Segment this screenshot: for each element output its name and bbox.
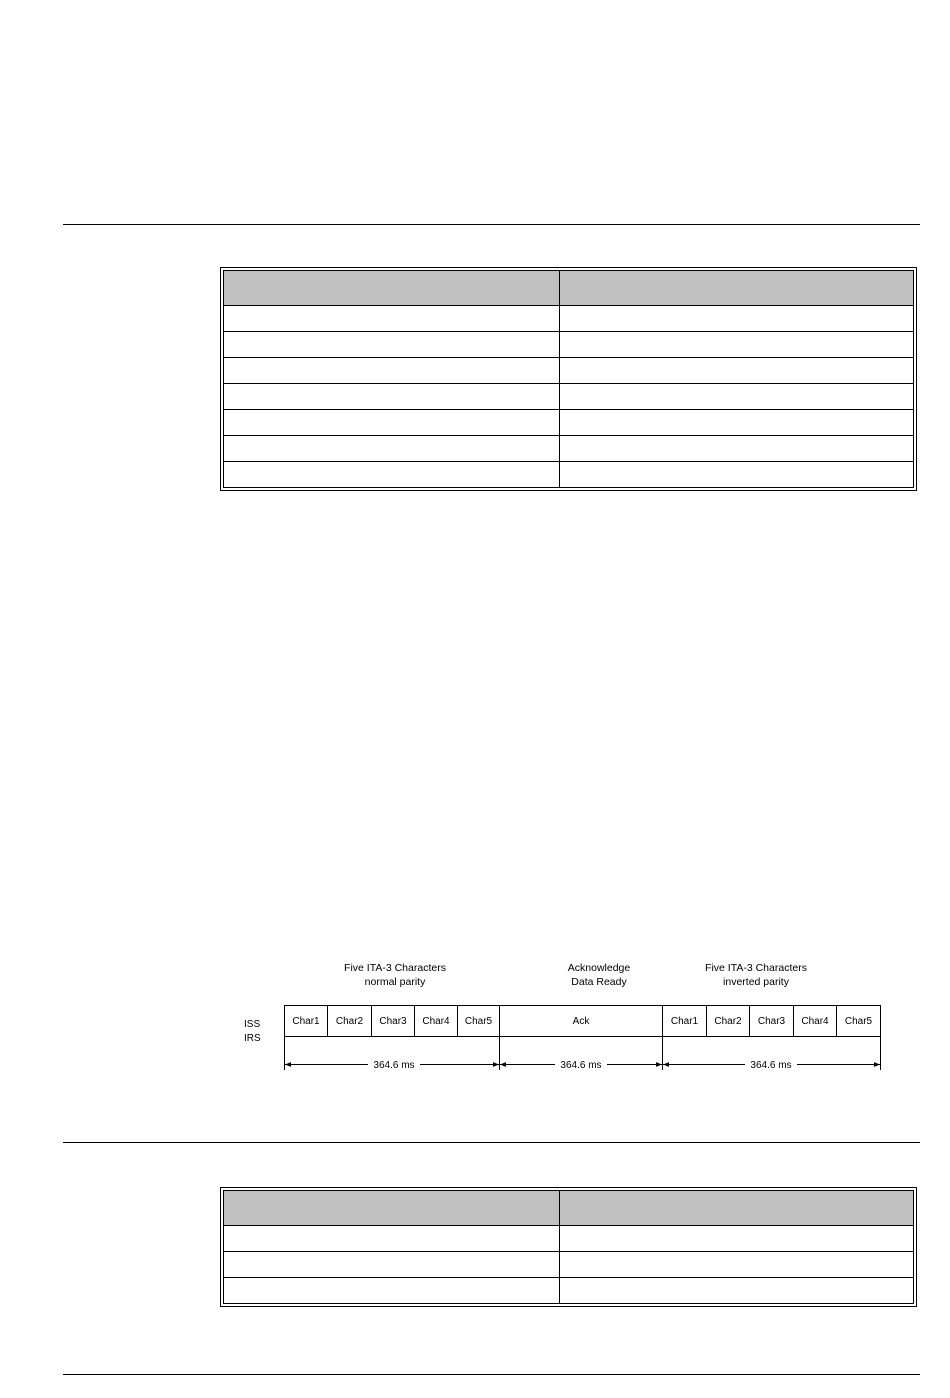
table-cell [560,384,914,410]
iss-char-label: Char3 [379,1016,407,1027]
header-cell [560,271,914,306]
table-row [224,384,914,410]
table-cell [560,436,914,462]
table-cell [560,1278,914,1304]
header-cell [224,1191,560,1226]
group-label-1-line1: Five ITA-3 Characters [344,962,446,974]
table-cell [224,306,560,332]
table-row [224,462,914,488]
ack-label: Ack [572,1016,590,1027]
table-cell [224,436,560,462]
table-row [224,306,914,332]
table-row [224,1252,914,1278]
table-cell [224,1278,560,1304]
table-row [224,1278,914,1304]
duration-label: 364.6 ms [373,1060,415,1071]
timing-diagram [230,950,890,1080]
duration-label: 364.6 ms [560,1060,602,1071]
table-cell [224,358,560,384]
header-cell [560,1191,914,1226]
table-cell [560,332,914,358]
group-label-3-line2: inverted parity [723,976,789,988]
top-table [220,267,917,491]
group-label-3-line1: Five ITA-3 Characters [705,962,807,974]
iss-char-label: Char4 [422,1016,450,1027]
iss-char-label: Char5 [464,1016,493,1027]
table-cell [224,384,560,410]
table-row [224,358,914,384]
table-cell [560,462,914,488]
inverted-char-label: Char3 [757,1016,786,1027]
table-cell [224,1226,560,1252]
section-rule-middle [63,1142,920,1143]
inverted-char-label: Char4 [801,1016,829,1027]
header-cell [224,271,560,306]
table-header-row [224,1191,914,1226]
table-cell [224,332,560,358]
table-cell [560,1226,914,1252]
table-cell [224,1252,560,1278]
group-label-2-line2: Data Ready [571,976,627,988]
table-cell [560,1252,914,1278]
inverted-char-label: Char1 [670,1016,699,1027]
group-label-1-line2: normal parity [364,976,426,988]
table-cell [560,358,914,384]
table-row [224,1226,914,1252]
table-cell [224,410,560,436]
table-cell [560,306,914,332]
inverted-char-label: Char5 [844,1016,873,1027]
table-cell [224,462,560,488]
bottom-table [220,1187,917,1307]
duration-label: 364.6 ms [750,1060,792,1071]
table-row [224,436,914,462]
table-cell [560,410,914,436]
table-row [224,332,914,358]
section-rule-bottom [63,1374,920,1375]
section-rule-top [63,224,920,225]
group-label-2-line1: Acknowledge [567,962,631,974]
iss-char-label: Char1 [292,1016,320,1027]
iss-char-label: Char2 [335,1016,364,1027]
iss-label: ISS [244,1019,261,1030]
table-row [224,410,914,436]
irs-label: IRS [244,1033,261,1044]
table-header-row [224,271,914,306]
inverted-char-label: Char2 [714,1016,742,1027]
